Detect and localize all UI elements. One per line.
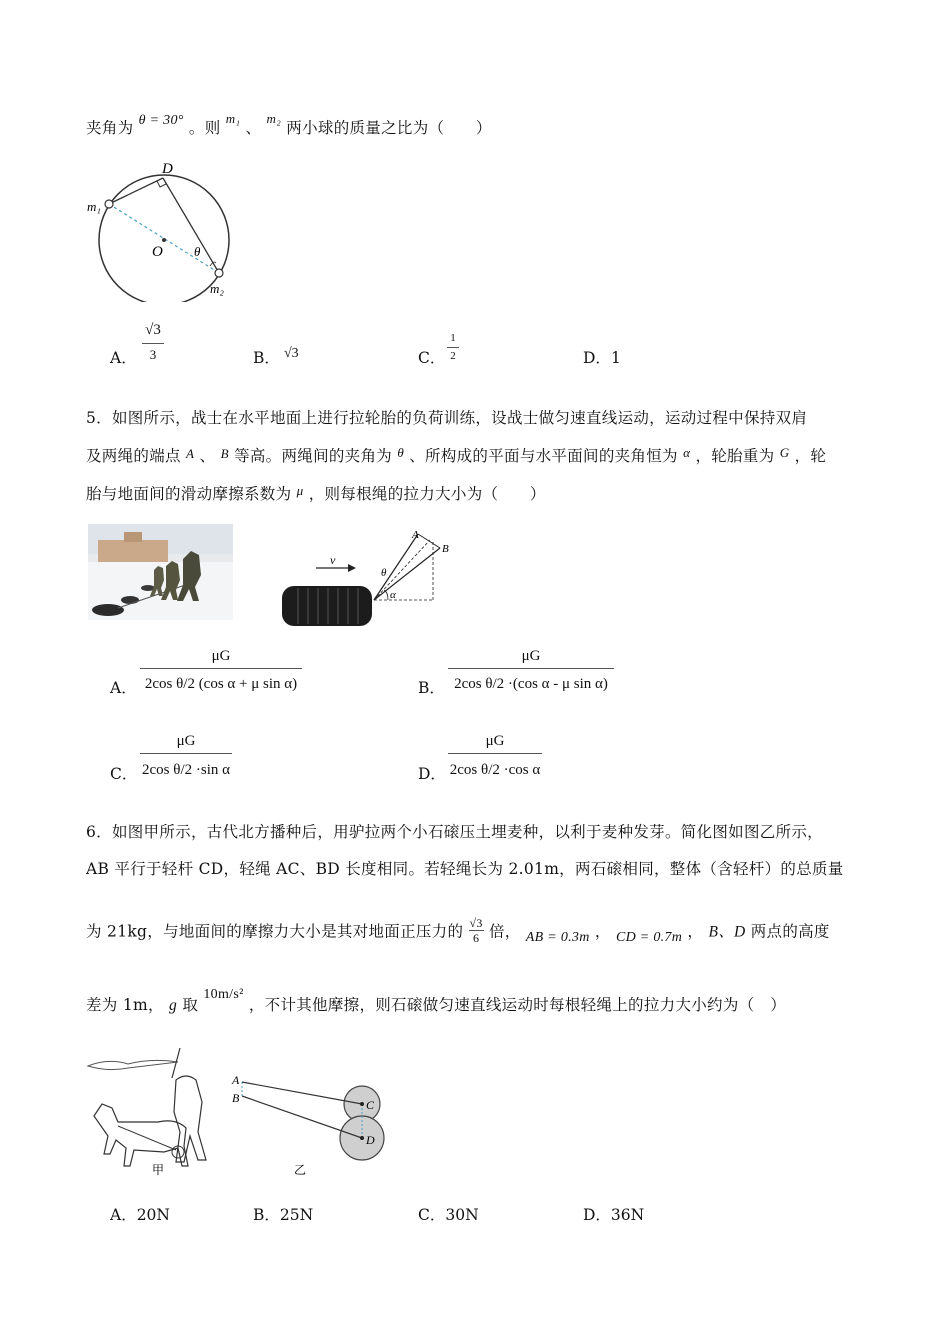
q5-option-c-den: 2cos θ/2 ·sin α [142, 762, 230, 778]
q5-var-theta: θ [397, 445, 404, 460]
q5-text: ，轮胎重为 [695, 447, 775, 465]
q4-theta: θ = 30° [138, 113, 184, 128]
q5-tire-diagram [278, 524, 458, 632]
q4-option-d[interactable] [583, 346, 621, 368]
q5-stem-line3 [86, 482, 546, 504]
q5-text: ，轮 [794, 447, 827, 465]
q4-ball-m1 [105, 200, 113, 208]
q6-jia-cloud [88, 1060, 178, 1069]
q4-option-b-value: √3 [284, 346, 299, 361]
q5-label-v: v [330, 553, 336, 567]
q6-stem-line4 [86, 987, 787, 1015]
q5-text: 及两绳的端点 [86, 447, 181, 465]
q5-photo-tire-2 [121, 596, 139, 604]
q4-option-c-den: 2 [450, 350, 456, 362]
q6-label-yi: 乙 [294, 1163, 307, 1177]
q4-option-c-bar [447, 347, 459, 348]
q5-stem-line2 [86, 444, 826, 466]
q4-option-c-label[interactable]: C． [418, 349, 446, 367]
q5-option-c-num: μG [176, 733, 196, 749]
q6-ab-length: AB = 0.3m [525, 929, 590, 945]
q5-label-theta: θ [381, 567, 387, 579]
q4-option-d-value: 1 [610, 349, 621, 367]
q6-text: 为 21kg，与地面间的摩擦力大小是其对地面正压力的 [86, 922, 464, 941]
q5-var-mu: μ [296, 483, 304, 498]
q5-option-d-num: μG [485, 733, 505, 749]
q4-text-mid: 。则 [188, 119, 221, 137]
q4-circle-figure [84, 156, 244, 302]
q5-text: 、 [199, 447, 216, 465]
q6-yi-rope-ac [242, 1082, 362, 1104]
q6-text: 倍， [488, 922, 521, 941]
q5-text: ，则每根绳的拉力大小为（ ） [308, 485, 546, 503]
q6-text: ， [687, 922, 704, 941]
q5-option-a-den: 2cos θ/2 (cos α + μ sin α) [144, 676, 298, 692]
q6-label-b: B [232, 1091, 240, 1105]
q6-stem-line2: AB 平行于轻杆 CD，轻绳 AC、BD 长度相同。若轻绳长为 2.01m，两石磙相同，整体（含轻杆）的总质量 [86, 860, 844, 878]
q6-label-d: D [366, 1133, 375, 1147]
q5-label-alpha: α [390, 589, 396, 601]
q6-text: ，不计其他摩擦，则石磙做匀速直线运动时每根轻绳上的拉力大小约为（ ） [248, 996, 787, 1014]
q5-option-b-label[interactable]: B． [418, 679, 445, 697]
q6-label-a: A [232, 1073, 240, 1087]
q4-chord-dm2 [163, 178, 219, 273]
q4-option-a-label[interactable]: A． [110, 349, 137, 367]
q6-var-g: g [169, 997, 178, 1014]
q5-label-b: B [442, 543, 449, 555]
q4-sep: 、 [245, 119, 262, 137]
q5-option-d-bar [448, 753, 542, 754]
q5-option-c-bar [140, 753, 232, 754]
q5-text: 、所构成的平面与水平面间的夹角恒为 [409, 447, 678, 465]
q5-option-b-den: 2cos θ/2 ·(cos α - μ sin α) [454, 676, 608, 692]
q6-option-d[interactable]: D．36N [583, 1206, 645, 1224]
q4-center [162, 238, 166, 242]
q4-ball-m2 [215, 269, 223, 277]
q4-option-b-label[interactable]: B． [253, 349, 280, 367]
q5-option-a-num: μG [211, 648, 231, 664]
q6-frac [469, 916, 484, 945]
q6-label-jia: 甲 [152, 1163, 165, 1177]
q4-option-a-num: √3 [145, 322, 161, 338]
q4-option-a-bar [142, 343, 164, 344]
q6-option-c[interactable]: C．30N [418, 1206, 479, 1224]
q5-option-b-bar [448, 668, 614, 669]
q6-figure-jia [84, 1040, 224, 1180]
q6-bd: B、D [708, 923, 746, 941]
q4-label-theta: θ [194, 244, 201, 259]
q4-label-m2: m₂ [210, 281, 224, 296]
q5-velocity-arrowhead [348, 564, 356, 572]
q4-label-m1: m₁ [87, 199, 101, 214]
q4-m2: m₂ [266, 111, 282, 126]
q4-option-a-den: 3 [149, 347, 157, 362]
q6-option-a[interactable]: A．20N [110, 1206, 170, 1224]
q6-text: 两点的高度 [750, 922, 830, 941]
q4-text-suffix: 两小球的质量之比为（ ） [286, 119, 492, 137]
q6-yi-point-c [360, 1102, 364, 1106]
q5-stem-line1: 5．如图所示，战士在水平地面上进行拉轮胎的负荷训练，设战士做匀速直线运动，运动过程中保持双肩 [86, 409, 808, 427]
q5-text: 胎与地面间的滑动摩擦系数为 [86, 485, 292, 503]
q5-var-g: G [779, 445, 790, 460]
q6-text: 取 [182, 996, 199, 1014]
q5-photo-building [98, 540, 168, 562]
q4-option-c-num: 1 [450, 332, 456, 344]
q6-frac-num: √3 [469, 916, 483, 930]
q4-m1: m₁ [225, 111, 241, 126]
q5-photo-tower [124, 532, 142, 542]
q4-label-o: O [152, 244, 163, 260]
q6-text: 差为 1m， [86, 996, 164, 1014]
q5-label-a: A [412, 529, 419, 541]
q5-text: 等高。两绳间的夹角为 [234, 447, 393, 465]
q5-option-d-den: 2cos θ/2 ·cos α [449, 762, 541, 778]
q5-option-b-num: μG [521, 648, 541, 664]
q6-yi-point-d [360, 1136, 364, 1140]
q4-text: 夹角为 [86, 119, 134, 137]
q6-stem-line1: 6．如图甲所示，古代北方播种后，用驴拉两个小石磙压土埋麦种，以利于麦种发芽。简化图如图乙所示， [86, 823, 823, 841]
q5-option-d-label[interactable]: D． [418, 765, 446, 783]
q5-option-c-label[interactable]: C． [110, 765, 138, 783]
q5-option-a-bar [140, 668, 302, 669]
q6-jia-rope [118, 1126, 176, 1150]
q6-g-value: 10m/s² [203, 987, 244, 1002]
q6-option-b[interactable]: B．25N [253, 1206, 314, 1224]
q6-label-c: C [366, 1098, 375, 1112]
q4-option-d-label: D． [583, 349, 611, 367]
q4-label-d: D [162, 161, 173, 177]
q6-cd-length: CD = 0.7m [615, 929, 683, 945]
q6-frac-den: 6 [472, 931, 480, 945]
q6-stem-line3 [86, 918, 830, 947]
q5-option-a-label[interactable]: A． [110, 679, 137, 697]
q5-var-alpha: α [683, 445, 691, 460]
q5-var-a: A [186, 446, 195, 461]
q5-var-b: B [220, 446, 229, 461]
q5-photo-tire-1 [92, 604, 124, 616]
q5-training-photo [88, 524, 233, 620]
q6-text: ， [594, 922, 611, 941]
q6-figure-yi [230, 1062, 390, 1182]
q4-stem [86, 111, 492, 138]
